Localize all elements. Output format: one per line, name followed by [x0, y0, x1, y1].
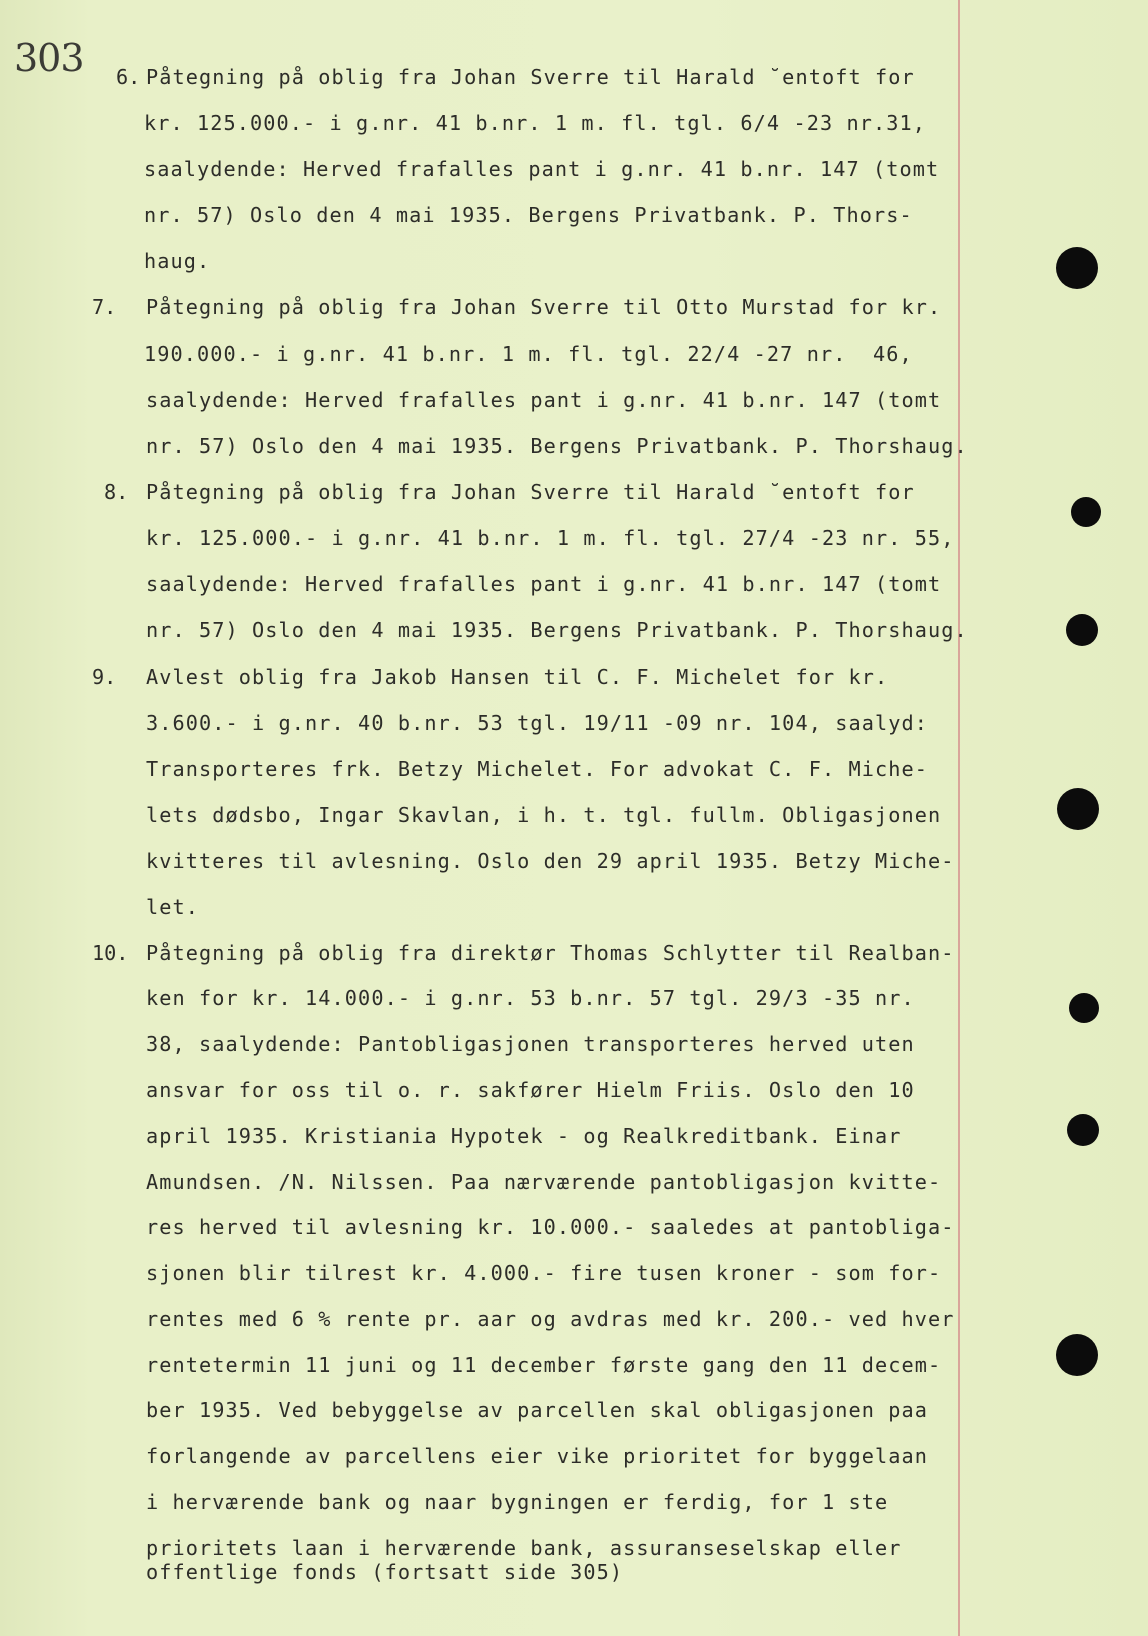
entry-line: Avlest oblig fra Jakob Hansen til C. F. Michelet for kr. [146, 665, 889, 689]
entry-line: let. [146, 895, 200, 919]
entry-line: Amundsen. /N. Nilssen. Paa nærværende pantobligasjon kvitte- [146, 1170, 942, 1194]
entry-line: 3.600.- i g.nr. 40 b.nr. 53 tgl. 19/11 -09 nr. 104, saalyd: [146, 711, 928, 735]
punch-hole [1069, 993, 1099, 1023]
entry-line: kr. 125.000.- i g.nr. 41 b.nr. 1 m. fl. tgl. 27/4 -23 nr. 55, [146, 526, 955, 550]
entry-line: forlangende av parcellens eier vike prioritet for byggelaan [146, 1444, 928, 1468]
entry-line: ansvar for oss til o. r. sakfører Hielm Friis. Oslo den 10 [146, 1078, 915, 1102]
entry-number: 10. [92, 941, 129, 965]
entry-line: nr. 57) Oslo den 4 mai 1935. Bergens Privatbank. P. Thorshaug. [146, 618, 968, 642]
entry-line: ber 1935. Ved bebyggelse av parcellen skal obligasjonen paa [146, 1398, 928, 1422]
entry-line: kr. 125.000.- i g.nr. 41 b.nr. 1 m. fl. tgl. 6/4 -23 nr.31, [144, 111, 926, 135]
entry-line: sjonen blir tilrest kr. 4.000.- fire tusen kroner - som for- [146, 1261, 942, 1285]
entry-line: Påtegning på oblig fra Johan Sverre til Otto Murstad for kr. [146, 295, 942, 319]
entry-line: nr. 57) Oslo den 4 mai 1935. Bergens Privatbank. P. Thorshaug. [146, 434, 968, 458]
entry-line: saalydende: Herved frafalles pant i g.nr. 41 b.nr. 147 (tomt [146, 388, 942, 412]
entry-line: 190.000.- i g.nr. 41 b.nr. 1 m. fl. tgl. 22/4 -27 nr. 46, [144, 342, 913, 366]
entry-line: Transporteres frk. Betzy Michelet. For advokat C. F. Miche- [146, 757, 928, 781]
punch-hole [1056, 247, 1098, 289]
entry-line: nr. 57) Oslo den 4 mai 1935. Bergens Privatbank. P. Thors- [144, 203, 913, 227]
punch-hole [1067, 1114, 1099, 1146]
entry-line: saalydende: Herved frafalles pant i g.nr. 41 b.nr. 147 (tomt [146, 572, 942, 596]
entry-line: rentetermin 11 juni og 11 december første gang den 11 decem- [146, 1353, 942, 1377]
entry-line: prioritets laan i herværende bank, assuranseselskap eller [146, 1536, 902, 1560]
entry-line: haug. [144, 249, 211, 273]
entry-line: lets dødsbo, Ingar Skavlan, i h. t. tgl. fullm. Obligasjonen [146, 803, 942, 827]
punch-hole [1071, 497, 1101, 527]
entry-number: 8. [104, 480, 129, 504]
entry-line: offentlige fonds (fortsatt side 305) [146, 1560, 624, 1584]
punch-hole [1057, 788, 1099, 830]
entry-line: Påtegning på oblig fra direktør Thomas Schlytter til Realban- [146, 941, 955, 965]
entry-number: 9. [92, 665, 117, 689]
entry-line: rentes med 6 % rente pr. aar og avdras med kr. 200.- ved hver [146, 1307, 955, 1331]
entry-line: kvitteres til avlesning. Oslo den 29 april 1935. Betzy Miche- [146, 849, 955, 873]
entry-line: saalydende: Herved frafalles pant i g.nr. 41 b.nr. 147 (tomt [144, 157, 940, 181]
entry-number: 7. [92, 295, 117, 319]
entry-line: april 1935. Kristiania Hypotek - og Realkreditbank. Einar [146, 1124, 902, 1148]
punch-hole [1056, 1334, 1098, 1376]
entry-line: i herværende bank og naar bygningen er ferdig, for 1 ste [146, 1490, 889, 1514]
entry-line: ken for kr. 14.000.- i g.nr. 53 b.nr. 57 tgl. 29/3 -35 nr. [146, 986, 915, 1010]
page-number: 303 [14, 36, 84, 80]
punch-hole [1066, 614, 1098, 646]
entry-line: Påtegning på oblig fra Johan Sverre til Harald ˘entoft for [146, 480, 915, 504]
entry-line: res herved til avlesning kr. 10.000.- saaledes at pantobliga- [146, 1215, 955, 1239]
entry-number: 6. [116, 65, 141, 89]
entry-line: Påtegning på oblig fra Johan Sverre til Harald ˘entoft for [146, 65, 915, 89]
margin-rule [958, 0, 960, 1636]
entry-line: 38, saalydende: Pantobligasjonen transporteres herved uten [146, 1032, 915, 1056]
